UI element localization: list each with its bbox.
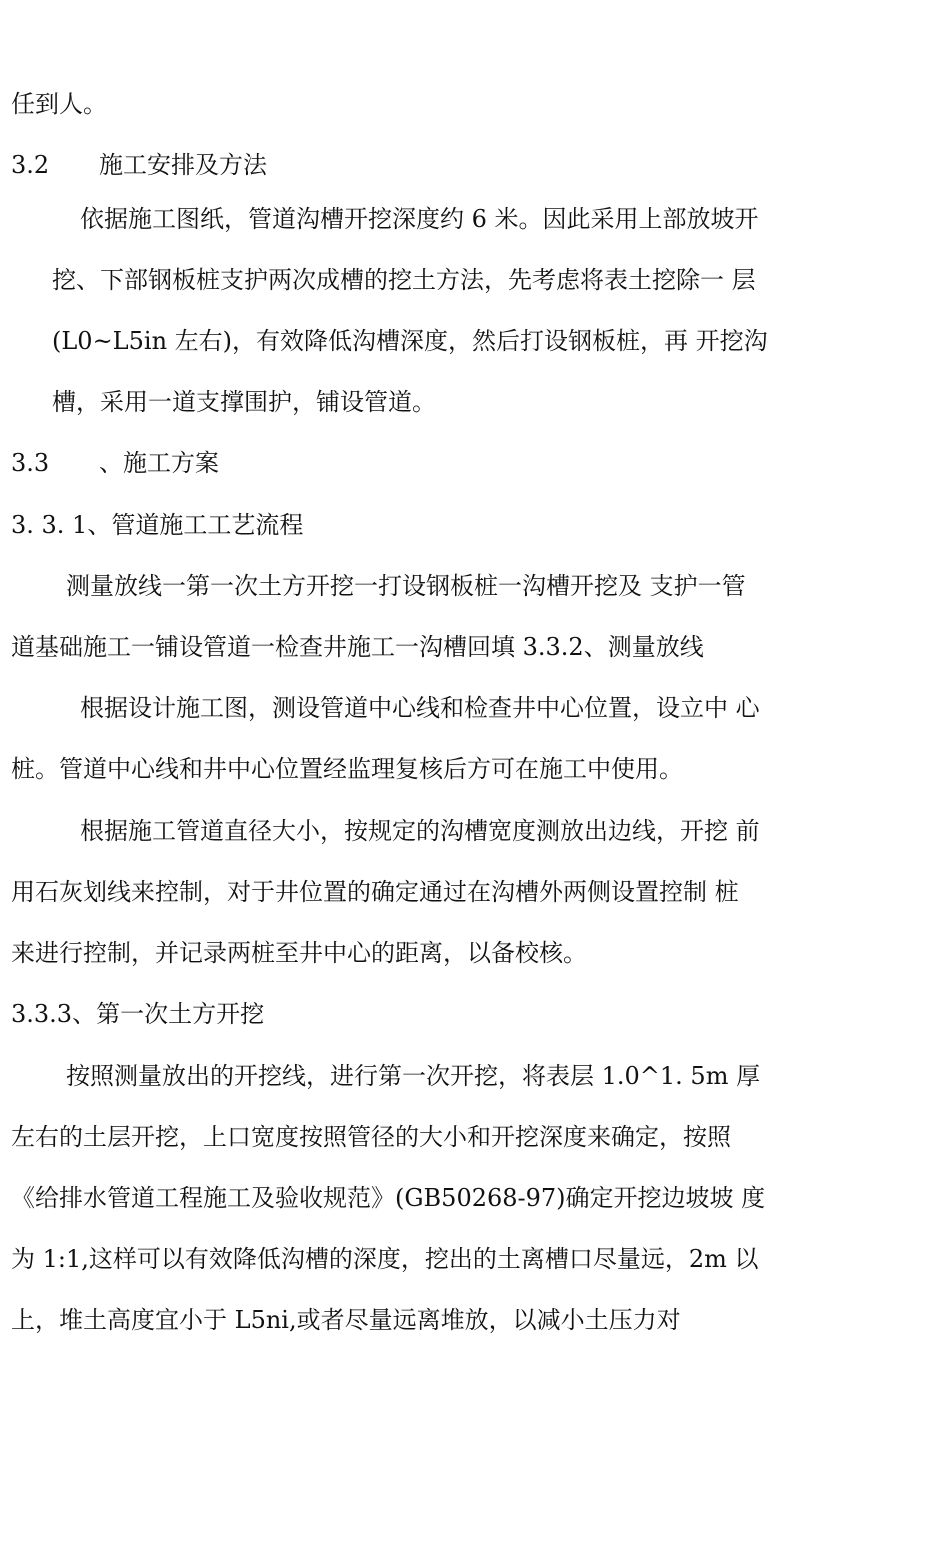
paragraph-line: 《给排水管道工程施工及验收规范》(GB50268-97)确定开挖边坡坡 度: [11, 1184, 766, 1212]
paragraph-line: 根据设计施工图，测设管道中心线和检查井中心位置，设立中 心: [80, 694, 760, 722]
paragraph-line: 按照测量放出的开挖线，进行第一次开挖，将表层 1.0^1. 5m 厚: [66, 1062, 761, 1090]
section-title: 施工安排及方法: [99, 151, 267, 179]
paragraph-line: 上，堆土高度宜小于 L5ni,或者尽量远离堆放，以减小土压力对: [11, 1306, 681, 1334]
paragraph-line: 挖、下部钢板桩支护两次成槽的挖土方法，先考虑将表土挖除一 层: [52, 266, 756, 294]
section-title: 、施工方案: [99, 449, 219, 477]
paragraph-line: (L0~L5in 左右)，有效降低沟槽深度，然后打设钢板桩，再 开挖沟: [52, 327, 768, 355]
subsection-heading-3-3-3: 3.3.3、第一次土方开挖: [11, 1000, 265, 1028]
paragraph-line: 用石灰划线来控制，对于井位置的确定通过在沟槽外两侧设置控制 桩: [11, 878, 739, 906]
paragraph-line: 为 1:1,这样可以有效降低沟槽的深度，挖出的土离槽口尽量远，2m 以: [11, 1245, 759, 1273]
paragraph-line: 根据施工管道直径大小，按规定的沟槽宽度测放出边线，开挖 前: [80, 817, 760, 845]
text-line: 任到人。: [11, 90, 107, 118]
section-heading-3-2: [11, 148, 267, 182]
section-number: 3.2: [11, 151, 50, 179]
paragraph-line: 左右的土层开挖，上口宽度按照管径的大小和开挖深度来确定，按照: [11, 1123, 731, 1151]
paragraph-line: 道基础施工一铺设管道一检查井施工一沟槽回填 3.3.2、测量放线: [11, 633, 704, 661]
subsection-heading-3-3-1: 3. 3. 1、管道施工工艺流程: [11, 511, 304, 539]
paragraph-line: 槽，采用一道支撑围护，铺设管道。: [52, 388, 436, 416]
paragraph-line: 测量放线一第一次土方开挖一打设钢板桩一沟槽开挖及 支护一管: [66, 572, 746, 600]
paragraph-line: 依据施工图纸，管道沟槽开挖深度约 6 米。因此采用上部放坡开: [80, 205, 759, 233]
section-number: 3.3: [11, 449, 50, 477]
paragraph-line: 来进行控制，并记录两桩至井中心的距离，以备校核。: [11, 939, 587, 967]
paragraph-line: 桩。管道中心线和井中心位置经监理复核后方可在施工中使用。: [11, 755, 683, 783]
section-heading-3-3: [11, 446, 219, 480]
